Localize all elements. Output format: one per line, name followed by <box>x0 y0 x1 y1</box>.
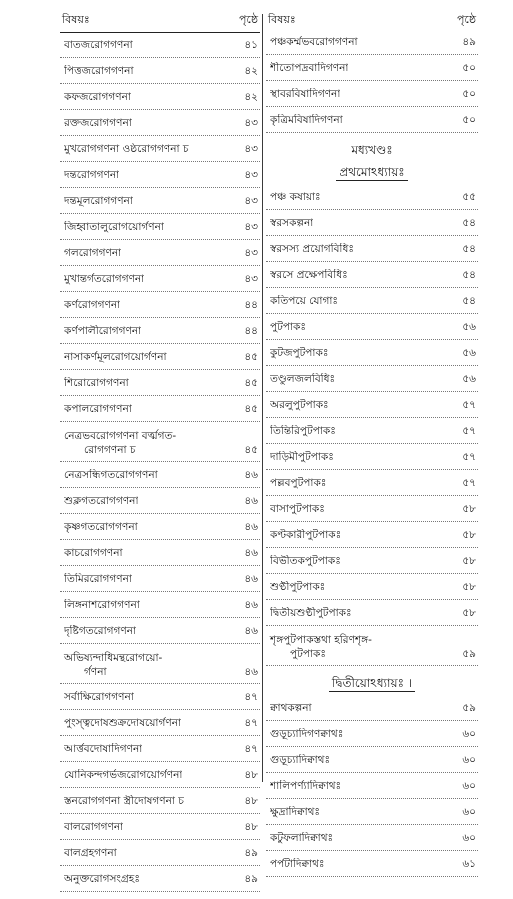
index-entry <box>60 521 260 540</box>
index-entry <box>266 858 478 877</box>
entry-page: ৬০ <box>462 806 476 818</box>
entry-page: ৪৬ <box>244 625 258 637</box>
entry-title: দাড়িমীপুটপাকঃ <box>270 451 334 463</box>
entry-title-line2: পুটপাকঃ <box>290 648 326 660</box>
page-heading: পৃষ্ঠে <box>456 13 476 26</box>
entry-title: তণ্ডুলজলবিধিঃ <box>270 373 336 385</box>
index-entry <box>60 743 260 762</box>
entry-page: ৪৬ <box>244 469 258 481</box>
entry-title: শীতোপদ্রবাদিগণনা <box>270 62 349 74</box>
entry-title: পঞ্চ কষায়াঃ <box>270 191 321 203</box>
index-entry <box>60 169 260 188</box>
entry-page: ৫৪ <box>462 295 476 307</box>
entry-title-line1: নেত্রভবরোগগণনা বর্ত্মগত- <box>64 430 177 442</box>
entry-page: ৪৯ <box>462 36 476 48</box>
entry-page: ৪৬ <box>244 521 258 533</box>
entry-page: ৫০ <box>462 114 476 126</box>
entry-title: তিমিররোগগণনা <box>64 573 132 585</box>
entry-title: কণ্টকারীপুটপাকঃ <box>270 529 342 541</box>
index-entry <box>60 91 260 110</box>
index-entry <box>266 754 478 773</box>
index-entry <box>266 555 478 574</box>
entry-page: ৪৮ <box>244 769 258 781</box>
entry-page: ৪৬ <box>244 547 258 559</box>
index-entry <box>266 581 478 600</box>
entry-title: নেত্রসন্ধিগতরোগগণনা <box>64 469 158 481</box>
right-header <box>266 14 478 32</box>
index-entry <box>60 325 260 344</box>
entry-page: ৪২ <box>244 91 258 103</box>
entry-page: ৪৬ <box>244 495 258 507</box>
entry-title: স্বরসকল্পনা <box>270 217 314 229</box>
entry-page: ৪৫ <box>244 403 258 415</box>
entry-title: পুংস্ত্বদোষশুক্রদোষয়োর্গণনা <box>64 717 182 729</box>
index-entry <box>266 295 478 314</box>
entry-title: লিঙ্গনাশরোগগণনা <box>64 599 140 611</box>
index-entry <box>266 425 478 444</box>
entry-title: মুখরোগগণনা ওষ্ঠরোগগণনা চ <box>64 143 189 155</box>
entry-page: ৫৯ <box>462 702 476 714</box>
entry-page: ৫৪ <box>462 269 476 281</box>
entry-page: ৫৭ <box>462 425 476 437</box>
entry-title: কৃষ্ণগতরোগগণনা <box>64 521 138 533</box>
entry-title: দন্তরোগগণনা <box>64 169 120 181</box>
index-entry <box>60 769 260 788</box>
index-entry <box>266 399 478 418</box>
index-entry <box>266 321 478 340</box>
entry-page: ৬১ <box>462 858 476 870</box>
entry-page: ৫৮ <box>462 503 476 515</box>
entry-title: কর্ণরোগগণনা <box>64 299 121 311</box>
entry-title: পুটপাকঃ <box>270 321 306 333</box>
index-entry <box>266 62 478 81</box>
entry-title-line2: রোগগণনা চ <box>84 444 136 456</box>
entry-wrapped <box>60 429 260 462</box>
index-entry <box>60 247 260 266</box>
index-entry <box>60 795 260 814</box>
index-entry <box>60 469 260 488</box>
index-entry <box>60 117 260 136</box>
entry-title: বালরোগগণনা <box>64 821 124 833</box>
index-entry <box>60 299 260 318</box>
entry-title: বাতজরোগগণনা <box>64 39 133 51</box>
index-entry <box>60 195 260 214</box>
entry-page: ৫৬ <box>462 347 476 359</box>
entry-title: স্তনরোগগণনা স্ত্রীদোষগণনা চ <box>64 795 184 807</box>
entry-page: ৪৮ <box>244 795 258 807</box>
entry-title: কটুফলাদিক্বাথঃ <box>270 832 334 844</box>
entry-title: বালগ্রহগণনা <box>64 847 117 859</box>
index-entry <box>266 529 478 548</box>
entry-page: ৪৭ <box>244 691 258 703</box>
chapter-heading-second: দ্বিতীয়োঽধ্যায়ঃ । <box>266 673 478 696</box>
index-entry <box>266 36 478 55</box>
index-entry <box>266 88 478 107</box>
index-entry <box>60 403 260 422</box>
index-entry <box>266 607 478 626</box>
entry-title: সর্বাক্ষিরোগগণনা <box>64 691 134 703</box>
entry-title: কুটজপুটপাকঃ <box>270 347 329 359</box>
index-entry <box>60 495 260 514</box>
entry-title: শুক্লগতরোগগণনা <box>64 495 139 507</box>
entry-wrapped <box>266 633 478 666</box>
index-entry <box>266 373 478 392</box>
index-entry <box>60 821 260 840</box>
index-entry <box>60 873 260 892</box>
entry-title: পিত্তজরোগগণনা <box>64 65 134 77</box>
entry-page: ৪৮ <box>244 821 258 833</box>
entry-title: আর্ত্তবদোষাদিগণনা <box>64 743 143 755</box>
index-entry <box>60 351 260 370</box>
entry-wrapped <box>60 651 260 684</box>
entry-page: ৪১ <box>244 39 258 51</box>
index-entry <box>60 547 260 566</box>
entry-page: ৪৩ <box>244 117 258 129</box>
entry-page: ৫৮ <box>462 607 476 619</box>
entry-page: ৫৫ <box>462 191 476 203</box>
section-heading-madhyakhanda: মধ্যখণ্ডঃ <box>351 143 393 157</box>
entry-title: দ্বিতীয়শুণ্ঠীপুটপাকঃ <box>270 607 352 619</box>
subject-heading: বিষয়ঃ <box>268 13 296 26</box>
entry-title: অরলুপুটপাকঃ <box>270 399 329 411</box>
entry-title: বাসাপুটপাকঃ <box>270 503 325 515</box>
entry-page: ৪৩ <box>244 195 258 207</box>
index-entry <box>60 717 260 736</box>
entry-title: তিন্তিরিপুটপাকঃ <box>270 425 336 437</box>
index-entry <box>266 269 478 288</box>
index-entry <box>60 599 260 618</box>
index-entry <box>266 451 478 470</box>
entry-page: ৪৭ <box>244 717 258 729</box>
entry-title: শালিপর্ণ্যাদিক্বাথঃ <box>270 780 342 792</box>
index-entry <box>60 573 260 592</box>
entry-title-line1: অভিষ্যন্দাধিমন্থরোগয়ো- <box>64 652 163 664</box>
entry-title: নাসাকর্ণমূলরোগয়োর্গণনা <box>64 351 167 363</box>
entry-page: ৬০ <box>462 832 476 844</box>
entry-page: ৪৫ <box>244 377 258 389</box>
index-entry <box>60 221 260 240</box>
entry-title: গুড়ূচ্যাদিগণক্বাথঃ <box>270 728 344 740</box>
entry-title: ক্ষুদ্রাদিক্বাথঃ <box>270 806 321 818</box>
entry-page: ৪৩ <box>244 247 258 259</box>
index-entry <box>60 625 260 644</box>
right-column <box>266 14 478 884</box>
page-heading: পৃষ্ঠে <box>238 13 258 26</box>
entry-page: ৫৮ <box>462 555 476 567</box>
entry-page: ৫৪ <box>462 243 476 255</box>
entry-page: ৪৪ <box>244 325 258 337</box>
entry-title: কফজরোগগণনা <box>64 91 131 103</box>
entry-title: বিভীতকপুটপাকঃ <box>270 555 341 567</box>
index-entry <box>60 691 260 710</box>
entry-title: শুণ্ঠীপুটপাকঃ <box>270 581 326 593</box>
index-entry <box>60 39 260 58</box>
entry-page: ৬০ <box>462 754 476 766</box>
index-entry <box>60 377 260 396</box>
left-header <box>60 14 260 33</box>
entry-page: ৫৭ <box>462 451 476 463</box>
entry-title: গুড়ূচ্যাদিক্বাথঃ <box>270 754 331 766</box>
entry-title: যোনিকন্দগর্ভজরোগয়োর্গণনা <box>64 769 183 781</box>
index-entry <box>266 728 478 747</box>
entry-page: ৪২ <box>244 65 258 77</box>
entry-title: কাচরোগগণনা <box>64 547 123 559</box>
index-entry <box>60 847 260 866</box>
entry-page: ৫০ <box>462 62 476 74</box>
entry-title: কপালরোগগণনা <box>64 403 132 415</box>
index-entry <box>60 143 260 162</box>
entry-title: কৃত্রিমবিষাদিগণনা <box>270 114 343 126</box>
index-entry <box>266 806 478 825</box>
index-entry <box>266 503 478 522</box>
index-entry <box>266 477 478 496</box>
entry-title: পল্লবপুটপাকঃ <box>270 477 327 489</box>
index-entry <box>60 65 260 84</box>
entry-title: জিহ্বাতালুরোগয়োর্গণনা <box>64 221 164 233</box>
entry-page: ৪৭ <box>244 743 258 755</box>
entry-page: ৫৬ <box>462 373 476 385</box>
entry-page: ৬০ <box>462 728 476 740</box>
entry-title: কতিপয়ে যোগাঃ <box>270 295 338 307</box>
index-entry <box>60 273 260 292</box>
entry-title: অনুক্তরোগসংগ্রহঃ <box>64 873 140 885</box>
entry-title-line2: র্গণনা <box>84 666 107 678</box>
entry-page: ৬০ <box>462 780 476 792</box>
entry-page: ৫৪ <box>462 217 476 229</box>
entry-title: পর্পটাদিক্বাথঃ <box>270 858 325 870</box>
index-entry <box>266 347 478 366</box>
index-entry <box>266 114 478 133</box>
column-divider <box>262 14 263 782</box>
entry-page: ৫৮ <box>462 581 476 593</box>
entry-title: গলরোগগণনা <box>64 247 122 259</box>
entry-page: ৪৩ <box>244 273 258 285</box>
entry-page: ৫০ <box>462 88 476 100</box>
entry-title: স্থাবরবিষাদিগণনা <box>270 88 341 100</box>
index-entry <box>266 780 478 799</box>
index-entry <box>266 191 478 210</box>
entry-page: ৪৯ <box>244 847 258 859</box>
index-entry <box>266 243 478 262</box>
entry-page: ৪৩ <box>244 169 258 181</box>
entry-page: ৫৭ <box>462 477 476 489</box>
entry-page: ৫৮ <box>462 529 476 541</box>
entry-page: ৪৬ <box>244 599 258 611</box>
entry-title: স্বরসে প্রক্ষেপবিধিঃ <box>270 269 348 281</box>
index-entry <box>266 217 478 236</box>
entry-page: ৪৬ <box>244 666 258 678</box>
entry-title: স্বরসস্য প্রয়োগবিধিঃ <box>270 243 354 255</box>
entry-page: ৪৫ <box>244 351 258 363</box>
entry-page: ৫৬ <box>462 321 476 333</box>
entry-page: ৪৯ <box>244 873 258 885</box>
entry-title-line1: শৃঙ্গপুটপাকস্তথা হরিণশৃঙ্গ- <box>270 634 372 646</box>
entry-title: মুখান্তর্গতরোগগণনা <box>64 273 145 285</box>
entry-title: দন্তমূলরোগগণনা <box>64 195 133 207</box>
entry-page: ৫৯ <box>462 648 476 660</box>
subject-heading: বিষয়ঃ <box>62 13 90 26</box>
entry-page: ৪৬ <box>244 573 258 585</box>
index-entry <box>266 832 478 851</box>
left-column <box>60 14 260 899</box>
entry-title: শিরোরোগগণনা <box>64 377 129 389</box>
entry-page: ৪৩ <box>244 143 258 155</box>
chapter-heading-first: প্রথমোঽধ্যায়ঃ <box>266 162 478 185</box>
entry-page: ৪৩ <box>244 221 258 233</box>
entry-title: পঞ্চকর্ম্মভবরোগগণনা <box>270 36 358 48</box>
entry-title: কর্ণপালীরোগগণনা <box>64 325 142 337</box>
entry-title: ক্বাথকল্পনা <box>270 702 312 714</box>
index-entry <box>266 702 478 721</box>
entry-page: ৫৭ <box>462 399 476 411</box>
entry-title: দৃষ্টিগতরোগগণনা <box>64 625 137 637</box>
entry-page: ৪৫ <box>244 444 258 456</box>
entry-title: রক্তজরোগগণনা <box>64 117 132 129</box>
entry-page: ৪৪ <box>244 299 258 311</box>
